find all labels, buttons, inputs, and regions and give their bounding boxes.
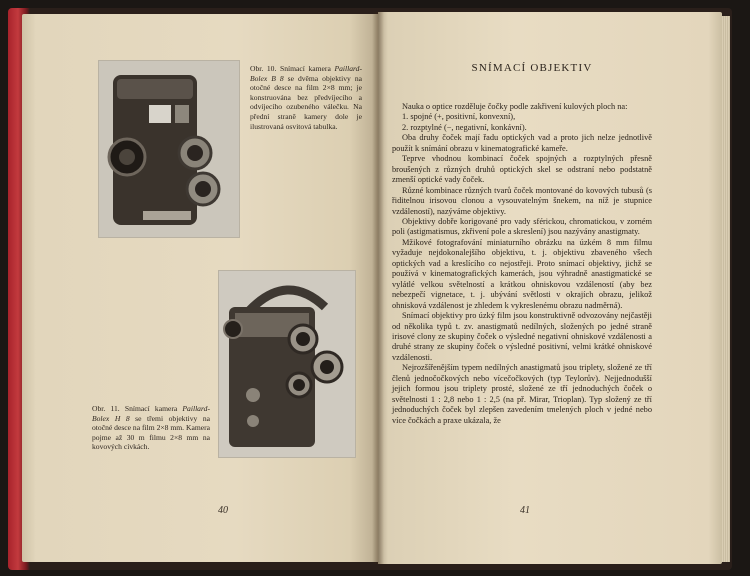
paragraph: Nejrozšířenějším typem nedílných anastigmatů jsou triplety, složené ze tří členů jednočočkových nebo vícečočkových (typ Teylorův). Nejjednodušší jejich formou jsou triplety prosté, složené ze tří jednoduchých čoček o světelnosti 1 : 2,8 nebo 1 : 2,5 (na př. Mirar, Trioplan). Typ složený ze tří jednoduchých čoček byl zlepšen zavedením tmelených ploch v jedné nebo více čočkách a praxe ukázala, že — [392, 363, 652, 425]
paragraph: Teprve vhodnou kombinací čoček spojných a rozptylných přesně broušených z různých druhů optických skel se odstraní nebo podstatně zmenší optické vady čoček. — [392, 154, 652, 185]
caption-10-line1: Obr. 10. Snímací kamera — [250, 64, 331, 73]
caption-11-line2b: se třemi — [129, 413, 164, 423]
figure-caption-10 — [250, 64, 362, 131]
camera-h8-illustration — [219, 271, 355, 457]
body-text — [392, 102, 652, 426]
paragraph: Různé kombinace různých tvarů čoček montované do kovových tubusů (s řiditelnou irisovou clonou a vysouvatelným šnekem, na níž je stupnice vzdáleností), nazýváme objektivy. — [392, 185, 652, 216]
caption-11-camera-name: Paillard-Bolex H 8 — [92, 404, 210, 423]
camera-photo-h8 — [218, 270, 356, 458]
caption-10-body: objektivy na otočné desce na film 2×8 mm; je konstruována bez předvíjecího a odvíjecího ozubeného válečku. Na přední straně kamery dole je ilustrovaná osvitová tabulka. — [250, 73, 362, 131]
caption-11-line1: Obr. 11. Snímací kamera — [92, 404, 178, 413]
caption-11-body: objektivy na otočné desce na film 2×8 mm. Kamera pojme až 30 m filmu 2×8 mm na kovových cívkách. — [92, 413, 210, 452]
page-number-left: 40 — [218, 505, 228, 516]
paragraph: 1. spojné (+, positivní, konvexní), — [402, 112, 516, 122]
paragraph: Objektivy dobře korigované pro vady sférickou, chromatickou, v zorném poli (astigmatismus, zkřivení pole a skreslení) jsou nazývány anastigmaty. — [392, 216, 652, 237]
camera-b8-illustration — [99, 61, 239, 237]
caption-10-camera-name: Paillard-Bolex B 8 — [250, 64, 362, 83]
paragraph: Mžikové fotografování miniaturního obrázku na úzkém 8 mm filmu vyžaduje nejdokonalejšího objektivu, t. j. objektivu zbaveného všech optických vad a kreslícího co nejostřeji. Proto snímací objektivy, jichž se používá v kinematografických kamerách, jsou výhradně anastigmatické se vylátlé velkou světelností a krátkou ohniskovou vzdáleností (aby bez nebezpečí vignetace, t. j. ubývání světlosti v okrajích obrazu, jelikož ohnisková vzdálenost je zhledem k vykreslenému obrazu nadměrná). — [392, 237, 652, 310]
paragraph: Nauka o optice rozděluje čočky podle zakřivení kulových ploch na: — [402, 102, 628, 111]
book-gutter — [372, 12, 384, 564]
chapter-title: SNÍMACÍ OBJEKTIV — [471, 62, 593, 74]
page-number-right: 41 — [520, 505, 530, 516]
camera-photo-b8 — [98, 60, 240, 238]
caption-10-line2b: se dvěma — [283, 73, 319, 83]
paragraph: Snímací objektivy pro úzký film jsou konstruktivně odvozovány nejčastěji od několika typů t. zv. anastigmatů nedílných, složených po jedné straně irisové clony ze skupiny čoček o výsledné negativní ohniskové vzdálenosti a druhé strany ze skupiny čoček o výsledné positivní, velmi krátké ohniskové vzdálenosti. — [392, 311, 652, 362]
page-edges — [722, 16, 730, 562]
figure-caption-11 — [92, 404, 210, 452]
paragraph: Oba druhy čoček mají řadu optických vad a proto jich nelze jednotlivě použít k snímání obrazu v kinematografické kameře. — [392, 133, 652, 153]
paragraph: 2. rozptylné (−, negativní, konkávní). — [402, 122, 527, 132]
